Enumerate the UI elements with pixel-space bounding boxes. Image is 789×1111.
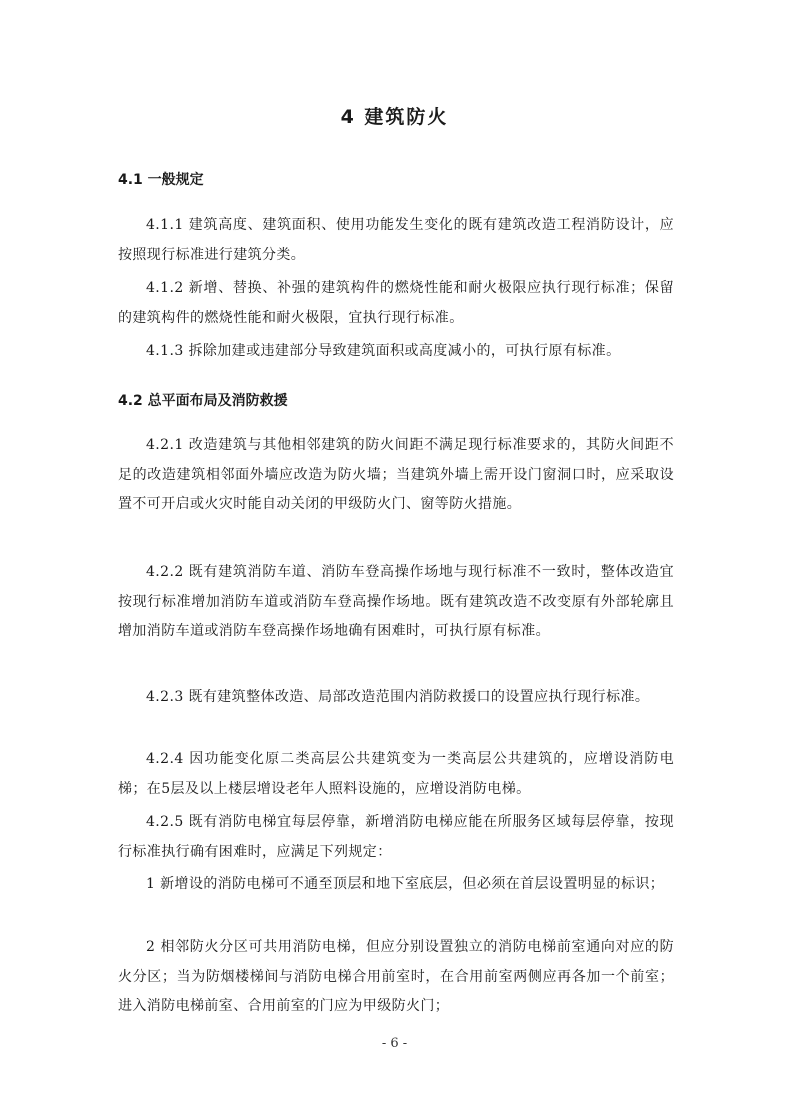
clause-4-1-1 bbox=[118, 211, 674, 270]
clause-4-1-2 bbox=[118, 274, 674, 333]
clause-4-2-5 bbox=[118, 808, 674, 867]
clause-text: 4.2.3 既有建筑整体改造、局部改造范围内消防救援口的设置应执行现行标准。 bbox=[146, 689, 650, 705]
page-number: - 6 - bbox=[381, 1036, 408, 1051]
clause-4-2-4 bbox=[118, 745, 674, 804]
list-item-2 bbox=[118, 933, 674, 1022]
clause-text: 4.2.5 既有消防电梯宜每层停靠，新增消防电梯应能在所服务区域每层停靠，按现行标准执行确有困难时，应满足下列规定： bbox=[118, 814, 674, 860]
list-item-text: 2 相邻防火分区可共用消防电梯，但应分别设置独立的消防电梯前室通向对应的防火分区；当为防烟楼梯间与消防电梯合用前室时，在合用前室两侧应再各加一个前室；进入消防电梯前室、合用前室的门应为甲级防火门； bbox=[118, 939, 674, 1015]
chapter-title: 4 建筑防火 bbox=[340, 106, 449, 128]
clause-text: 4.2.4 因功能变化原二类高层公共建筑变为一类高层公共建筑的，应增设消防电梯；在5层及以上楼层增设老年人照料设施的，应增设消防电梯。 bbox=[118, 751, 674, 797]
list-item-1 bbox=[118, 870, 674, 900]
clause-text: 4.1.1 建筑高度、建筑面积、使用功能发生变化的既有建筑改造工程消防设计，应按照现行标准进行建筑分类。 bbox=[118, 217, 674, 263]
clause-text: 4.2.1 改造建筑与其他相邻建筑的防火间距不满足现行标准要求的，其防火间距不足的改造建筑相邻面外墙应改造为防火墙；当建筑外墙上需开设门窗洞口时，应采取设置不可开启或火灾时能自动关闭的甲级防火门、窗等防火措施。 bbox=[118, 437, 674, 513]
section-heading-4-1: 4.1 一般规定 bbox=[118, 172, 204, 188]
clause-4-2-3 bbox=[118, 683, 674, 713]
clause-text: 4.1.3 拆除加建或违建部分导致建筑面积或高度减小的，可执行原有标准。 bbox=[146, 343, 621, 359]
clause-4-2-2 bbox=[118, 558, 674, 647]
clause-text: 4.1.2 新增、替换、补强的建筑构件的燃烧性能和耐火极限应执行现行标准；保留的建筑构件的燃烧性能和耐火极限，宜执行现行标准。 bbox=[118, 280, 674, 326]
list-item-text: 1 新增设的消防电梯可不通至顶层和地下室底层，但必须在首层设置明显的标识； bbox=[146, 876, 665, 892]
clause-4-2-1 bbox=[118, 431, 674, 520]
clause-text: 4.2.2 既有建筑消防车道、消防车登高操作场地与现行标准不一致时，整体改造宜按现行标准增加消防车道或消防车登高操作场地。既有建筑改造不改变原有外部轮廓且增加消防车道或消防车登高操作场地确有困难时，可执行原有标准。 bbox=[118, 564, 674, 640]
clause-4-1-3 bbox=[118, 337, 674, 367]
section-heading-4-2: 4.2 总平面布局及消防救援 bbox=[118, 393, 288, 409]
